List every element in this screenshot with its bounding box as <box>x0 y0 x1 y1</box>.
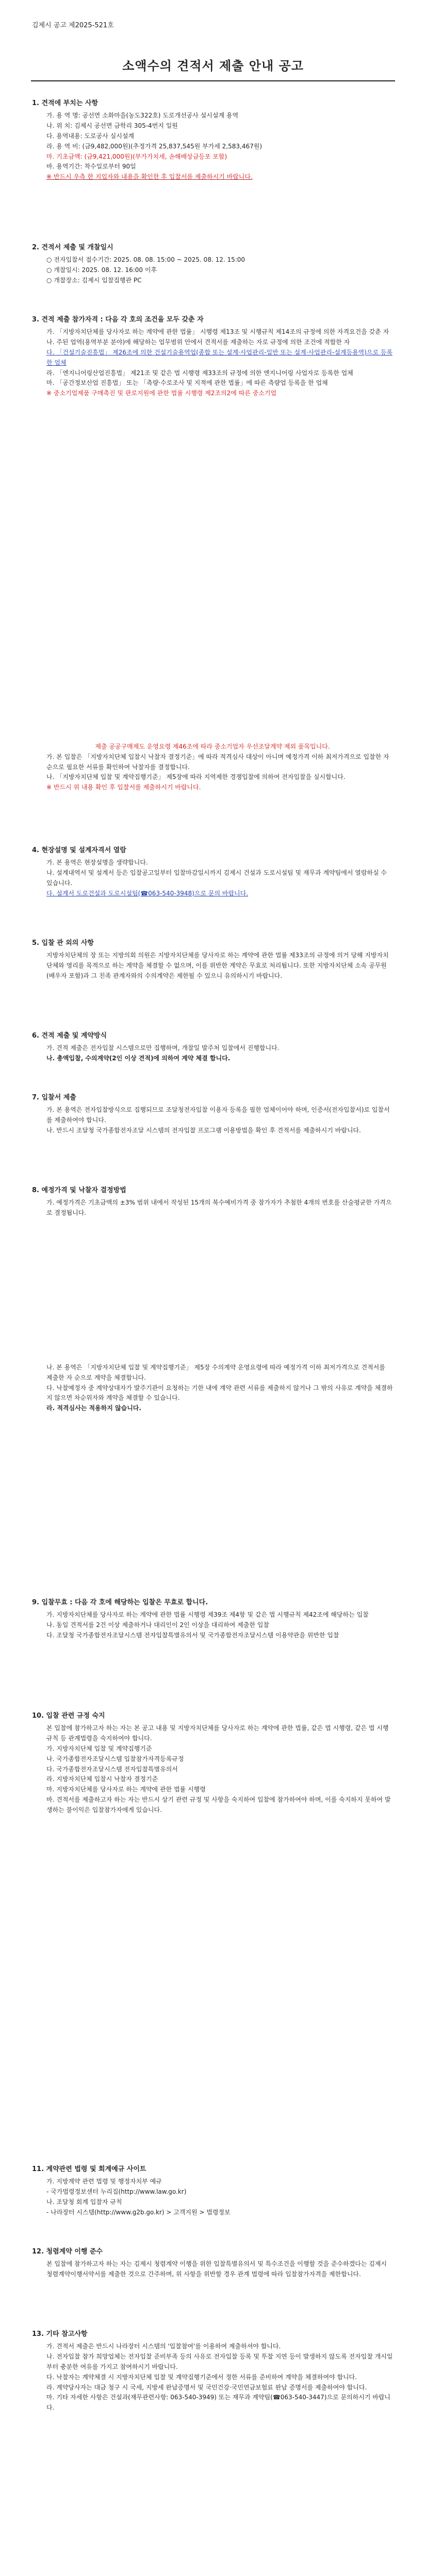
section-heading: 12. 청렴계약 이행 준수 <box>32 2248 103 2256</box>
qualification-item: 다. 「건설기술진흥법」 제26조에 의한 건설기술용역업(종합 또는 설계·사업관리-일반 또는 설계·사업관리-설계등용역)으로 등록한 업체 <box>46 349 393 366</box>
site-link[interactable]: - 국가법령정보센터 누리집(http://www.law.go.kr) <box>46 2188 187 2196</box>
title-divider <box>31 80 395 81</box>
bid-item: 라. 용 역 비: (금9,482,000원)(추정가격 25,837,545원 부가세 2,583,467원) <box>46 142 263 150</box>
section-legal-sites <box>32 2164 393 2218</box>
section-bid-submission <box>32 1092 393 1136</box>
invalid-item: 가. 지방자치단체를 당사자로 하는 계약에 관한 법률 시행령 제39조 제4항 및 같은 법 시행규칙 제42조에 해당하는 입찰 <box>46 1611 369 1619</box>
other-item: 마. 기타 자세한 사항은 건설과(재무관련사항: 063-540-3949) 또는 재무과 계약팀(☎063-540-3447)으로 문의하시기 바랍니다. <box>46 2394 391 2412</box>
section-heading: 10. 입찰 관련 규정 숙지 <box>32 1712 105 1720</box>
section-procurement-note <box>32 742 393 793</box>
regulation-item: 마. 지방자치단체를 당사자로 하는 계약에 관한 법률 시행령 <box>46 1786 206 1793</box>
contract-item: 나. 총액입찰, 수의계약(2인 이상 견적)에 의하여 계약 체결 합니다. <box>46 1055 231 1062</box>
procurement-item: 나. 「지방자치단체 입찰 및 계약집행기준」 제5장에 따라 지역제한 경쟁입찰에 의하여 전자입찰을 실시합니다. <box>46 773 346 781</box>
submission-item: 나. 반드시 조달청 국가종합전자조달 시스템의 전자입찰 프로그램 이용방법을 확인 후 견적서를 제출하시기 바랍니다. <box>46 1127 361 1134</box>
other-item: 나. 전자입찰 참가 희망업체는 전자입찰 준비부족 등의 사유로 전자입찰 등록 및 투찰 지연 등이 발생하지 않도록 전자입찰 개시일부터 충분한 여유를 가지고 참여하시기 바랍니다. <box>46 2353 393 2371</box>
bid-item: 다. 용역내용: 도로공사 실시설계 <box>46 132 134 140</box>
section-bid-restrictions <box>32 938 393 981</box>
bid-item: 바. 용역기간: 착수일로부터 90일 <box>46 163 136 171</box>
qualification-item: 나. 주된 업역(용역부분 분야)에 해당하는 업무범위 안에서 견적서를 제출하는 자로 규정에 의한 조건에 적합한 자 <box>46 338 350 346</box>
section-price-and-award <box>32 1185 393 1414</box>
section-heading: 8. 예정가격 및 낙찰자 결정방법 <box>32 1187 126 1194</box>
warning-note: ※ 반드시 우측 한 지입자와 내용을 확인한 후 입찰서를 제출하시기 바랍니다. <box>46 173 253 181</box>
section-site-briefing <box>32 845 393 899</box>
invalid-item: 나. 동일 견적서를 2건 이상 제출하거나 대리인이 2인 이상을 대리하여 제출한 입찰 <box>46 1621 269 1629</box>
section-invalid-bids <box>32 1597 393 1641</box>
procurement-warning: ※ 반드시 위 내용 확인 후 입찰서를 제출하시기 바랍니다. <box>46 784 201 791</box>
section-heading: 11. 계약관련 법령 및 회계예규 사이트 <box>32 2165 146 2173</box>
restriction-text: 지방자치단체의 장 또는 지방의회 의원은 지방자치단체를 당사자로 하는 계약에 관한 법률 제33조의 규정에 의거 당해 지방자치단체와 영리를 목적으로 하는 계약을 체결할 수 없으며, 이를 위반한 계약은 무효로 처리됩니다. 또한 지방자치단체 소속 공무원(배우자 포함)과 그 친족 관계자와의 수의계약은 제한될 수 있으니 유의하시기 바랍니다. <box>46 952 389 980</box>
section-heading: 2. 견적서 제출 및 개찰일시 <box>32 244 113 251</box>
invalid-item: 다. 조달청 국가종합전자조달시스템 전자입찰특별유의서 및 국가종합전자조달시스템 이용약관을 위반한 입찰 <box>46 1632 339 1639</box>
section-heading: 1. 견적에 부치는 사항 <box>32 99 99 107</box>
other-item: 라. 계약당사자는 대금 청구 시 국세, 지방세 완납증명서 및 국민건강·국민연금보험료 완납 증명서를 제출하여야 합니다. <box>46 2383 367 2391</box>
bid-item: 나. 위 치: 김제시 공선면 금학리 305-4번지 일원 <box>46 122 178 130</box>
section-heading: 7. 입찰서 제출 <box>32 1094 76 1101</box>
briefing-item: 나. 설계내역서 및 설계서 등은 입찰공고일부터 입찰마감일시까지 김제시 건설과 도로시설팀 및 재무과 계약팀에서 열람하실 수 있습니다. <box>46 869 387 887</box>
qualification-item: 라. 「엔지니어링산업진흥법」 제21조 및 같은 법 시행령 제33조의 규정에 의한 엔지니어링 사업자로 등록한 업체 <box>46 369 353 377</box>
procurement-note: 제출 공공구매제도 운영요령 제46조에 따라 중소기업자 우선조달계약 제외 품목입니다. <box>95 743 330 750</box>
section-integrity <box>32 2246 393 2280</box>
schedule-item: ○ 개찰일시: 2025. 08. 12. 16:00 이후 <box>46 266 157 274</box>
qualification-note: ※ 중소기업제품 구매촉진 및 판로지원에 관한 법률 시행령 제2조의2에 따른 중소기업 <box>46 389 277 397</box>
schedule-item: ○ 개찰장소: 김제시 입찰집행관 PC <box>46 277 142 284</box>
submission-item: 가. 본 용역은 전자입찰방식으로 집행되므로 조달청전자입찰 이용자 등록을 필한 업체이어야 하며, 인증서(전자입찰서)로 입찰서를 제출하여야 합니다. <box>46 1106 390 1124</box>
section-bid-subject <box>32 98 393 182</box>
section-heading: 9. 입찰무효 : 다음 각 호에 해당하는 입찰은 무효로 합니다. <box>32 1599 208 1606</box>
contract-item: 가. 견적 제출은 전자입찰 시스템으로만 집행하며, 개찰일 발주처 입찰에서 진행합니다. <box>46 1044 280 1052</box>
bid-item: 가. 용 역 명: 공선면 소화마을(농도322호) 도로개선공사 설시설계 용역 <box>46 112 239 120</box>
integrity-text: 본 입찰에 참가하고자 하는 자는 김제시 청렴계약 이행을 위한 입찰특별유의서 및 특수조건을 이행할 것을 준수하겠다는 김제시 청렴계약이행서약서를 제출한 것으로 간주하며, 위 사항을 위반할 경우 관계 법령에 따라 입찰참가자격을 제한합니다. <box>46 2260 387 2278</box>
section-submission-schedule <box>32 242 393 286</box>
section-heading: 3. 견적 제출 참가자격 : 다음 각 호의 조건을 모두 갖춘 자 <box>32 316 204 324</box>
section-regulations <box>32 1710 393 1816</box>
regulation-item: 가. 지방자치단체 입찰 및 계약집행기준 <box>46 1745 152 1753</box>
regulation-item: 본 입찰에 참가하고자 하는 자는 본 공고 내용 및 지방자치단체를 당사자로 하는 계약에 관한 법률, 같은 법 시행령, 같은 법 시행규칙 등 관계법령을 숙지하여야 합니다. <box>46 1724 389 1742</box>
regulation-item: 바. 견적서를 제출하고자 하는 자는 반드시 상기 관련 규정 및 사항을 숙지하여 입찰에 참가하여야 하며, 이를 숙지하지 못하여 발생하는 불이익은 입찰참가자에게 있습니다. <box>46 1796 391 1814</box>
section-heading: 13. 기타 참고사항 <box>32 2330 88 2338</box>
section-heading: 4. 현장설명 및 설계자격서 열람 <box>32 846 126 854</box>
blank-area <box>32 1218 393 1363</box>
briefing-item: 가. 본 용역은 현장설명을 생략합니다. <box>46 859 148 867</box>
award-item: 나. 본 용역은 「지방자치단체 입찰 및 계약집행기준」 제5장 수의계약 운영요령에 따라 예정가격 이하 최저가격으로 견적서를 제출한 자 순으로 계약을 체결합니다. <box>46 1364 385 1381</box>
award-item: 다. 낙찰예정자 중 계약상대자가 발주기관이 요청하는 기한 내에 계약 관련 서류를 제출하지 않거나 그 밖의 사유로 계약을 체결하지 않으면 차순위자와 계약을 체결할 수 있습니다. <box>46 1384 393 1402</box>
other-item: 다. 낙찰자는 계약체결 시 지방자치단체 입찰 및 계약집행기준에서 정한 서류를 준비하여 계약을 체결하여야 합니다. <box>46 2373 357 2381</box>
section-contract-method <box>32 1030 393 1064</box>
site-item: 가. 지방계약 관련 법령 및 행정자치부 예규 <box>46 2178 162 2185</box>
award-item: 라. 적격심사는 적용하지 않습니다. <box>46 1404 141 1412</box>
schedule-item: ○ 전자입찰서 접수기간: 2025. 08. 08. 15:00 ~ 2025. 08. 12. 15:00 <box>46 256 245 264</box>
procurement-item: 가. 본 입찰은 「지방자치단체 입찰시 낙찰자 결정기준」에 따라 적격심사 대상이 아니며 예정가격 이하 최저가격으로 입찰한 자 순으로 필요한 서류를 확인하여 낙찰자를 결정합니다. <box>46 753 389 771</box>
regulation-item: 다. 국가종합전자조달시스템 전자입찰특별유의서 <box>46 1765 178 1773</box>
notice-number: 김제시 공고 제2025-521호 <box>32 22 114 29</box>
site-link[interactable]: - 나라장터 시스템(http://www.g2b.go.kr) > 고객지원 > 법령정보 <box>46 2208 231 2216</box>
section-heading: 5. 입찰 관 외의 사항 <box>32 939 94 947</box>
qualification-item: 마. 「공간정보산업 진흥법」 또는 「측량·수로조사 및 지적에 관한 법률」에 따른 측량업 등록을 한 업체 <box>46 379 328 387</box>
award-item: 가. 예정가격은 기초금액의 ±3% 범위 내에서 작성된 15개의 복수예비가격 중 참가자가 추첨한 4개의 번호를 산술평균한 가격으로 결정됩니다. <box>46 1199 392 1217</box>
briefing-contact: 다. 설계서 도로건설과 도로시설팀(☎063-540-3948)으로 문의 바랍니다. <box>46 889 249 897</box>
section-qualification <box>32 314 393 399</box>
section-other-notes <box>32 2329 393 2413</box>
qualification-item: 가. 「지방자치단체를 당사자로 하는 계약에 관한 법률」 시행령 제13조 및 시행규칙 제14조의 규정에 의한 자격요건을 갖춘 자 <box>46 328 389 336</box>
bid-item-base-amount: 마. 기초금액: (금9,421,000원)(부가가치세, 손해배상금등포 포함) <box>46 152 227 160</box>
other-item: 가. 견적서 제출은 반드시 나라장터 시스템의 '입찰참여'를 이용하여 제출하셔야 합니다. <box>46 2343 281 2350</box>
section-heading: 6. 견적 제출 및 계약방식 <box>32 1032 107 1040</box>
regulation-item: 나. 국가종합전자조달시스템 입찰참가자격등록규정 <box>46 1755 184 1762</box>
page-title: 소액수의 견적서 제출 안내 공고 <box>122 59 304 73</box>
site-item: 나. 조달청 회계 입찰자 규칙 <box>46 2198 122 2206</box>
regulation-item: 라. 지방자치단체 입찰시 낙찰자 결정기준 <box>46 1775 158 1783</box>
